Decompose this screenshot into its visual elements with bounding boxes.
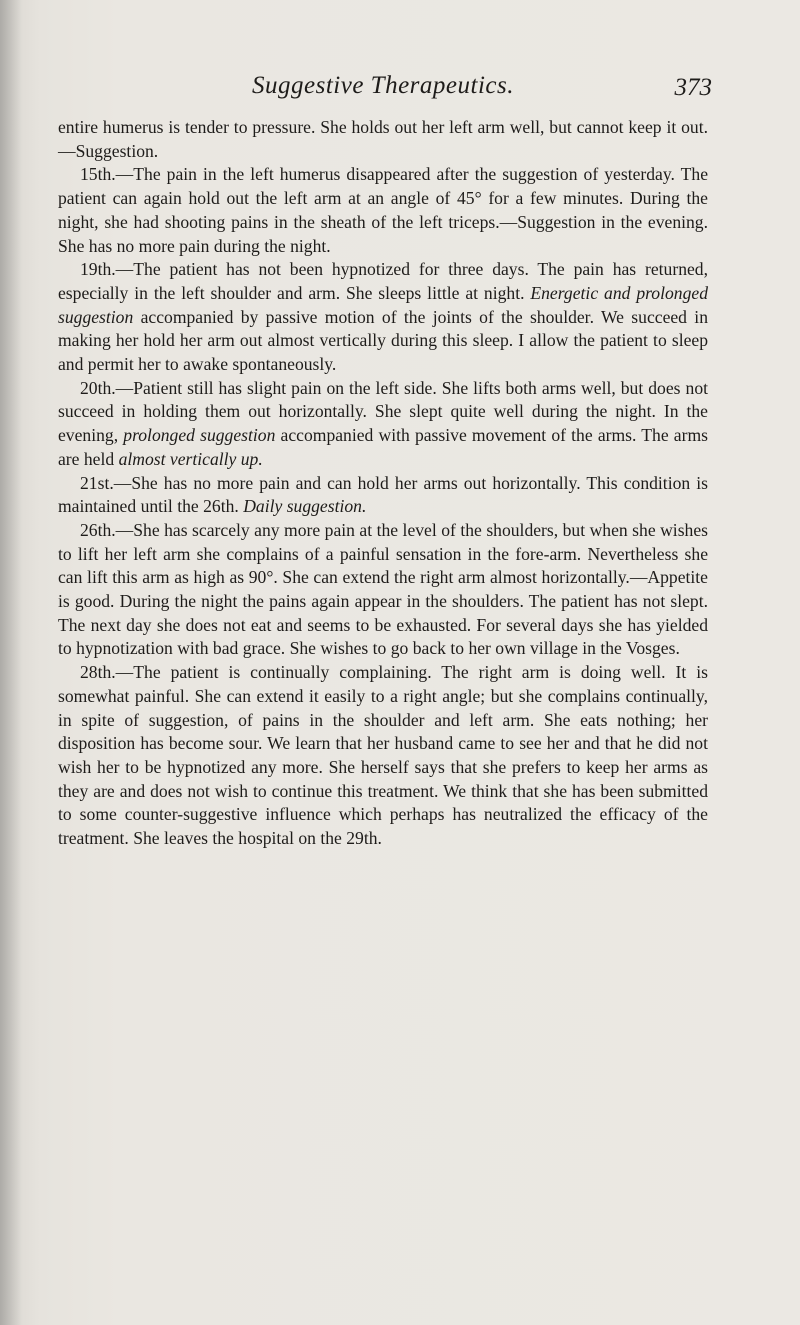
paragraph [58, 377, 708, 472]
text-run: 26th.—She has scarcely any more pain at the level of the shoulders, but when she wishes to lift her left arm she complains of a painful sensation in the fore-arm. Nevertheless she can lift this arm as high as 90°. She can extend the right arm almost horizontally.—Appetite is good. During the night the pains again appear in the shoulders. The patient has not slept. The next day she does not eat and seems to be exhausted. For several days she has yielded to hypnotization with bad grace. She wishes to go back to her own village in the Vosges. [58, 519, 708, 659]
paragraph [58, 519, 708, 661]
text-run: 21st.—She has no more pain and can hold her arms out horizontally. This condition is maintained until the 26th. [58, 472, 708, 517]
paragraph [58, 116, 708, 163]
page-number: 373 [674, 74, 712, 101]
text-run: 15th.—The pain in the left humerus disappeared after the suggestion of yesterday. The patient can again hold out the left arm at an angle of 45° for a few minutes. During the night, she had shooting pains in the sheath of the left triceps.—Suggestion in the evening. She has no more pain during the night. [58, 164, 708, 256]
text-run: 19th.—The patient has not been hypnotized for three days. The pain has returned, especially in the left shoulder and arm. She sleeps little at night. [58, 259, 708, 303]
italic-text: Daily suggestion. [243, 496, 367, 517]
paragraph [58, 661, 708, 851]
paragraph [58, 258, 708, 377]
italic-text: prolonged suggestion [123, 425, 276, 446]
text-run: accompanied with passive movement of the arms. The arms are held [58, 425, 708, 469]
italic-text: Energetic and prolonged suggestion [58, 282, 708, 327]
text-run: entire humerus is tender to pressure. She holds out her left arm well, but cannot keep it out.—Suggestion. [58, 117, 708, 161]
text-run: accompanied by passive motion of the joints of the shoulder. We succeed in making her hold her arm out almost vertically during this sleep. I allow the patient to sleep and permit her to awake spontaneously. [58, 306, 708, 375]
running-title: Suggestive Therapeutics. [252, 72, 514, 99]
italic-text: almost vertically up. [118, 448, 263, 469]
text-run: 28th.—The patient is continually complaining. The right arm is doing well. It is somewhat painful. She can extend it easily to a right angle; but she complains continually, in spite of suggestion, of pains in the shoulder and left arm. She eats nothing; her disposition has become sour. We learn that her husband came to see her and that he did not wish her to be hypnotized any more. She herself says that she prefers to keep her arms as they are and does not wish to continue this treatment. We think that she has been submitted to some counter-suggestive influence which perhaps has neutralized the efficacy of the treatment. She leaves the hospital on the 29th. [58, 662, 708, 849]
binding-shadow [0, 0, 22, 1325]
paragraph [58, 472, 708, 519]
page-header [58, 68, 712, 108]
paragraph [58, 163, 708, 258]
text-run: 20th.—Patient still has slight pain on the left side. She lifts both arms well, but does not succeed in holding them out horizontally. She slept quite well during the night. In the evening, [58, 377, 708, 446]
body-text [58, 116, 708, 851]
